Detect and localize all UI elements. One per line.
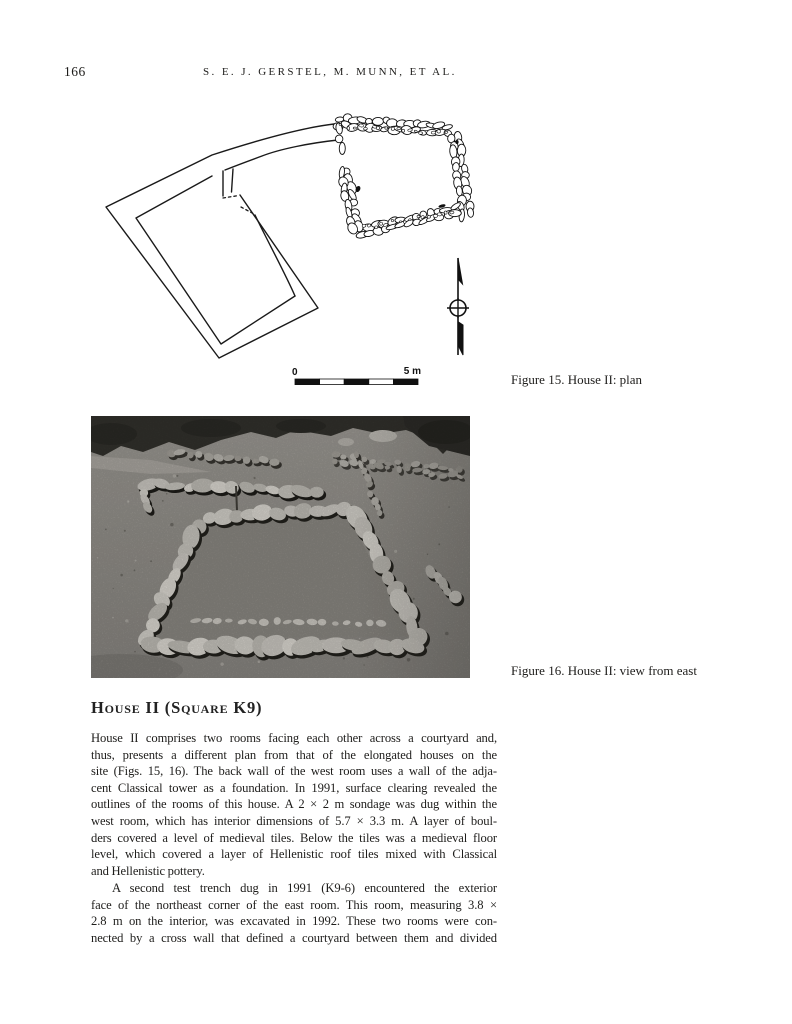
figure-16-caption: Figure 16. House II: view from east bbox=[511, 663, 697, 678]
text-line: A second test trench dug in 1991 (K9-6) encountered the exterior bbox=[112, 881, 497, 895]
text-line: cent Classical tower as a foundation. In 1991, surface clearing revealed the bbox=[91, 780, 497, 795]
text-line: 2.8 m on the interior, was excavated in 1992. These two rooms were con- bbox=[91, 914, 497, 929]
section-heading: House II (Square K9) bbox=[91, 698, 263, 717]
north-arrow-icon bbox=[447, 258, 469, 355]
figure-16-photo bbox=[91, 416, 470, 678]
page-number: 166 bbox=[64, 64, 86, 79]
scale-five-label: 5 m bbox=[403, 366, 421, 377]
text-line: ders covered a level of medieval tiles. Below the tiles was a medieval floor bbox=[91, 830, 497, 845]
east-room-walls bbox=[332, 114, 474, 240]
text-line: nected by a cross wall that defined a courtyard between them and divided bbox=[91, 930, 497, 945]
doorway-dashes bbox=[223, 196, 253, 214]
body-paragraph-2 bbox=[91, 880, 497, 946]
text-line: level, which covered a layer of Hellenistic roof tiles mixed with Classical bbox=[91, 847, 497, 862]
text-line: House II comprises two rooms facing each other across a courtyard and, bbox=[91, 731, 497, 745]
text-line: thus, presents a different plan from that of the elongated houses on the bbox=[91, 747, 497, 762]
west-room-outline bbox=[106, 124, 338, 358]
excavation-photo bbox=[91, 416, 470, 678]
body-paragraph-1 bbox=[91, 730, 497, 879]
text-line: and Hellenistic pottery. bbox=[91, 863, 205, 878]
running-head: S. E. J. GERSTEL, M. MUNN, ET AL. bbox=[203, 66, 457, 78]
text-line: site (Figs. 15, 16). The back wall of the west room uses a wall of the adja- bbox=[91, 764, 497, 779]
photo-grain bbox=[91, 416, 470, 678]
scale-zero-label: 0 bbox=[292, 367, 298, 378]
figure-15-plan bbox=[95, 108, 495, 400]
text-line: west room, which has interior dimensions of 5.7 × 3.3 m. A layer of boul- bbox=[91, 813, 497, 828]
figure-15-caption: Figure 15. House II: plan bbox=[511, 372, 643, 387]
scale-bar bbox=[292, 366, 421, 385]
east-room-dark-stones bbox=[355, 140, 459, 208]
text-line: outlines of the rooms of this house. A 2 × 2 m sondage was dug within the bbox=[91, 797, 497, 812]
house-plan-drawing bbox=[95, 108, 495, 400]
text-line: face of the northeast corner of the east room. This room, measuring 3.8 × bbox=[91, 897, 497, 912]
